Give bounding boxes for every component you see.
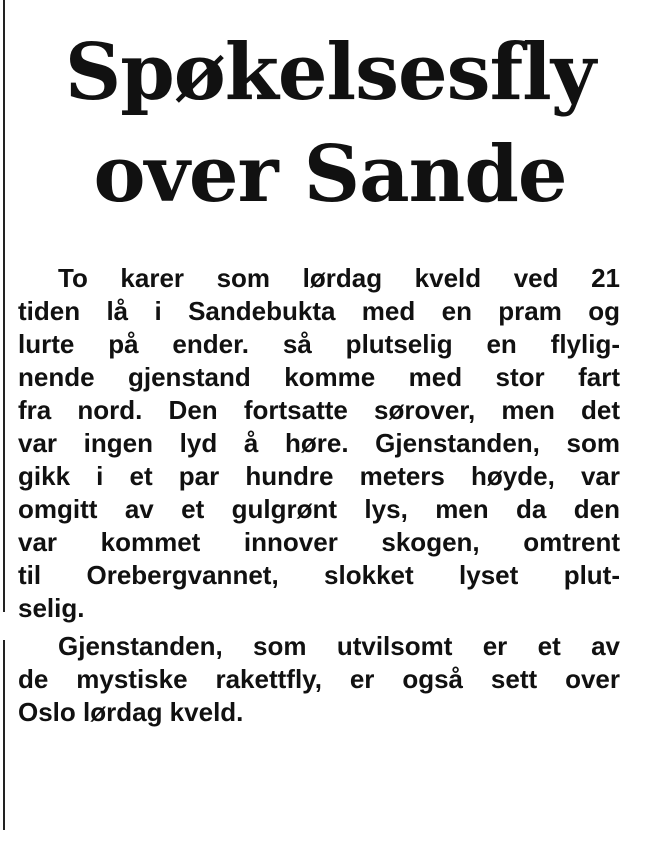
headline-line-1: Spøkelsesfly (64, 27, 596, 118)
text-line: Oslo lørdag kveld. (18, 697, 244, 727)
text-line: lurte på ender. så plutselig en flylig- (18, 329, 620, 359)
text-line: tiden lå i Sandebukta med en pram og (18, 296, 620, 326)
paragraph-2 (18, 630, 620, 729)
text-line: var kommet innover skogen, omtrent (18, 527, 620, 557)
text-line: nende gjenstand komme med stor fart (18, 362, 620, 392)
article-body (18, 262, 620, 729)
text-line: omgitt av et gulgrønt lys, men da den (18, 494, 620, 524)
text-line: til Orebergvannet, slokket lyset plut- (18, 560, 620, 590)
text-line: To karer som lørdag kveld ved 21 (58, 263, 620, 293)
headline-line-2: over Sande (93, 129, 567, 220)
headline (40, 22, 620, 226)
text-line: de mystiske rakettfly, er også sett over (18, 664, 620, 694)
paragraph-1 (18, 262, 620, 625)
column-rule (3, 0, 5, 612)
text-line: gikk i et par hundre meters høyde, var (18, 461, 620, 491)
column-rule-lower (3, 640, 5, 830)
text-line: selig. (18, 593, 85, 623)
text-line: Gjenstanden, som utvilsomt er et av (58, 631, 620, 661)
text-line: var ingen lyd å høre. Gjenstanden, som (18, 428, 620, 458)
text-line: fra nord. Den fortsatte sørover, men det (18, 395, 620, 425)
